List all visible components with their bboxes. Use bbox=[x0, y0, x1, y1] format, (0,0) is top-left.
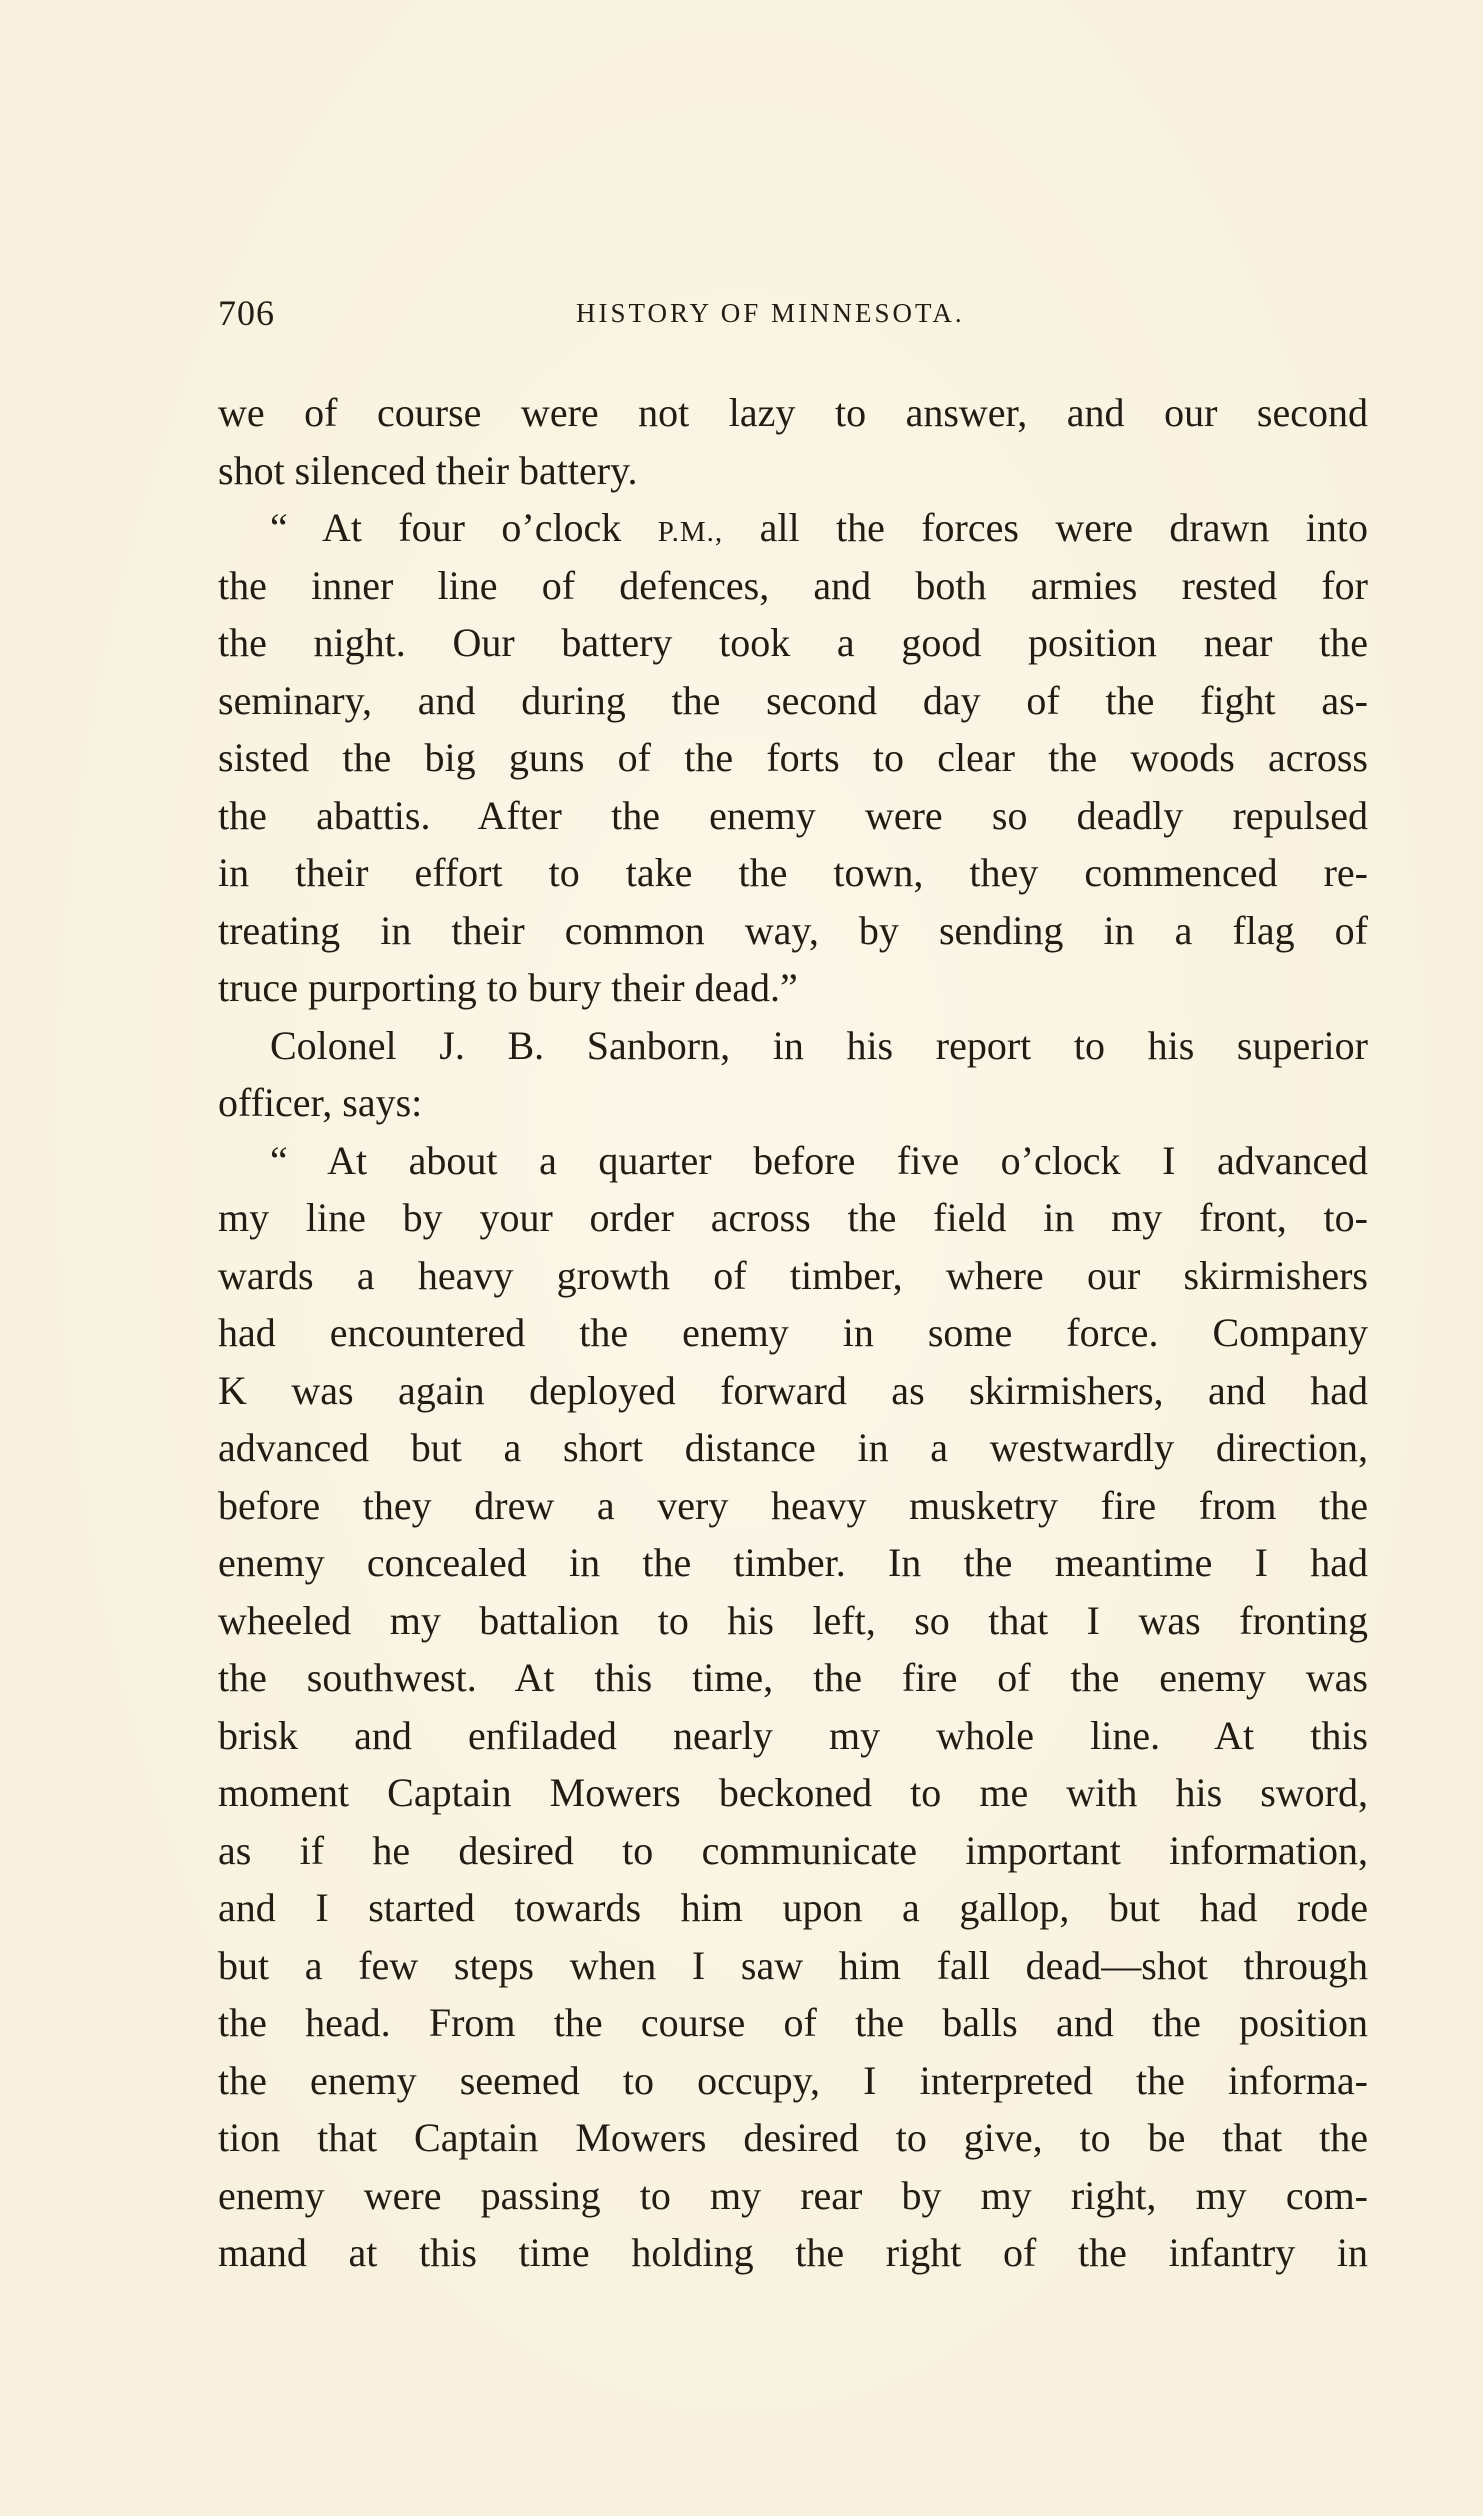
text-line: sisted the big guns of the forts to clear the woods across bbox=[218, 735, 1368, 780]
text-line: the inner line of defences, and both armies rested for bbox=[218, 562, 1368, 608]
text-line: as if he desired to communicate important information, bbox=[218, 1827, 1368, 1873]
running-head bbox=[218, 292, 1368, 342]
text-line: treating in their common way, by sending in a flag of bbox=[218, 907, 1368, 953]
text-line: shot silenced their battery. bbox=[218, 447, 638, 493]
text-line: we of course were not lazy to answer, and our second bbox=[218, 390, 1368, 435]
text-line bbox=[218, 499, 1368, 557]
text-line: the southwest. At this time, the fire of the enemy was bbox=[218, 1655, 1368, 1700]
text-line: mand at this time holding the right of the infantry in bbox=[218, 2230, 1368, 2275]
text-line: had encountered the enemy in some force. Company bbox=[218, 1310, 1368, 1355]
text-line: tion that Captain Mowers desired to give, to be that the bbox=[218, 2115, 1368, 2160]
text-line: enemy were passing to my rear by my right, my com- bbox=[218, 2172, 1368, 2218]
text-line: moment Captain Mowers beckoned to me with his sword, bbox=[218, 1770, 1368, 1815]
text-line: enemy concealed in the timber. In the meantime I had bbox=[218, 1540, 1368, 1585]
text-line: seminary, and during the second day of the fight as- bbox=[218, 677, 1368, 723]
text-line: Colonel J. B. Sanborn, in his report to his superior bbox=[270, 1022, 1368, 1068]
text-line-end: all the forces were drawn into bbox=[759, 505, 1369, 550]
text-line: wards a heavy growth of timber, where our skirmishers bbox=[218, 1252, 1368, 1298]
text-line: wheeled my battalion to his left, so that I was fronting bbox=[218, 1597, 1368, 1643]
text-line: before they drew a very heavy musketry fire from the bbox=[218, 1482, 1368, 1528]
text-line: the abattis. After the enemy were so deadly repulsed bbox=[218, 792, 1368, 838]
page-number: 706 bbox=[218, 293, 275, 333]
text-line: officer, says: bbox=[218, 1080, 423, 1125]
text-line: advanced but a short distance in a westwardly direction, bbox=[218, 1425, 1368, 1470]
text-line: brisk and enfiladed nearly my whole line. At this bbox=[218, 1712, 1368, 1758]
text-line: truce purporting to bury their dead.” bbox=[218, 965, 798, 1010]
text-line: in their effort to take the town, they commenced re- bbox=[218, 850, 1368, 895]
text-line: the night. Our battery took a good position near the bbox=[218, 620, 1368, 665]
text-line: the head. From the course of the balls and the position bbox=[218, 2000, 1368, 2045]
text-line-start: “ At four o’clock bbox=[270, 505, 622, 550]
text-line: but a few steps when I saw him fall dead—shot through bbox=[218, 1942, 1368, 1988]
text-line: K was again deployed forward as skirmishers, and had bbox=[218, 1367, 1368, 1413]
text-line: the enemy seemed to occupy, I interpreted the informa- bbox=[218, 2057, 1368, 2103]
body-text bbox=[218, 384, 1368, 2282]
running-title: HISTORY OF MINNESOTA. bbox=[576, 298, 965, 328]
text-line: my line by your order across the field in my front, to- bbox=[218, 1195, 1368, 1240]
smallcaps-pm: P.M., bbox=[657, 516, 724, 548]
text-line: and I started towards him upon a gallop, but had rode bbox=[218, 1885, 1368, 1930]
text-line: “ At about a quarter before five o’clock I advanced bbox=[270, 1137, 1368, 1183]
